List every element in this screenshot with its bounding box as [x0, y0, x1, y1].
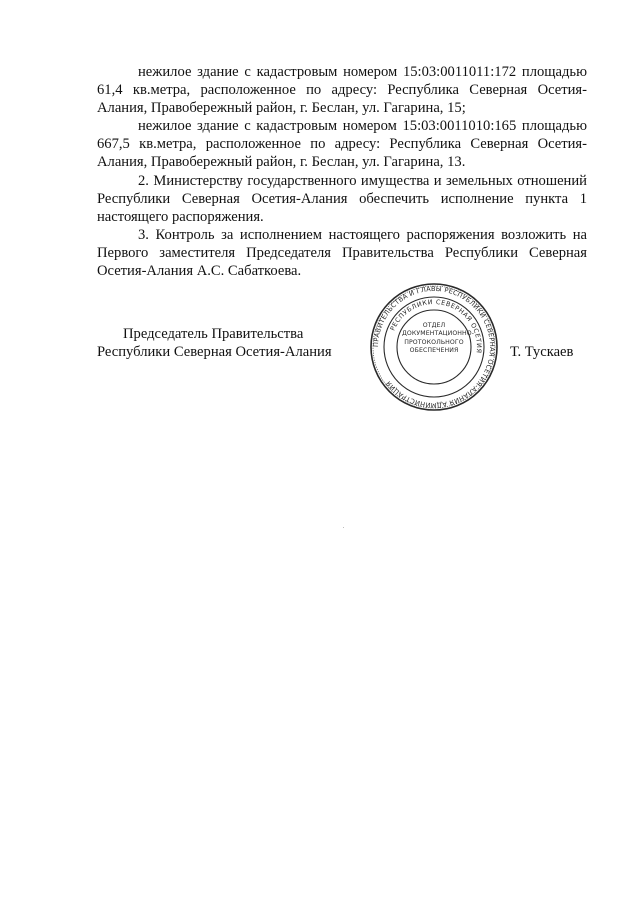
- seal-center-text: [402, 322, 475, 355]
- official-seal: [369, 282, 499, 412]
- paragraph-building-165: нежилое здание с кадастровым номером 15:03:0011010:165 площадью 667,5 кв.метра, расположенное по адресу: Республика Северная Осетия-Алания, Правобережный район, г. Беслан, ул. Гагарина, 13.: [97, 118, 587, 171]
- signer-name: Т. Тускаев: [510, 344, 574, 360]
- scan-speck: [343, 527, 344, 528]
- document-body: [97, 63, 587, 280]
- seal-outer-ring-text: ПРАВИТЕЛЬСТВА И ГЛАВЫ РЕСПУБЛИКИ СЕВЕРНАЯ ОСЕТИЯ-АЛАНИЯ АДМИНИСТРАЦИЯ: [371, 284, 497, 410]
- signature-title-line2: Республики Северная Осетия-Алания: [97, 344, 332, 360]
- seal-inner-ring-text: РЕСПУБЛИКИ СЕВЕРНАЯ ОСЕТИЯ: [388, 297, 484, 354]
- paragraph-item-2: 2. Министерству государственного имущества и земельных отношений Республики Северная Осетия-Алания обеспечить исполнение пункта 1 настоящего распоряжения.: [97, 172, 587, 225]
- paragraph-building-172: нежилое здание с кадастровым номером 15:03:0011011:172 площадью 61,4 кв.метра, расположенное по адресу: Республика Северная Осетия-Алания, Правобережный район, г. Беслан, ул. Гагарина, 15;: [97, 64, 587, 117]
- seal-center-line3: ПРОТОКОЛЬНОГО: [404, 338, 464, 346]
- paragraph-item-3: 3. Контроль за исполнением настоящего распоряжения возложить на Первого заместителя Председателя Правительства Республики Северная Осетия-Алания А.С. Сабаткоева.: [97, 226, 587, 280]
- signature-title-line1: Председатель Правительства: [123, 326, 304, 342]
- signature-title: [97, 325, 332, 361]
- seal-center-line4: ОБЕСПЕЧЕНИЯ: [409, 346, 459, 354]
- seal-center-line1: ОТДЕЛ: [422, 322, 446, 329]
- seal-center-line2: ДОКУМЕНТАЦИОННО-: [402, 330, 475, 338]
